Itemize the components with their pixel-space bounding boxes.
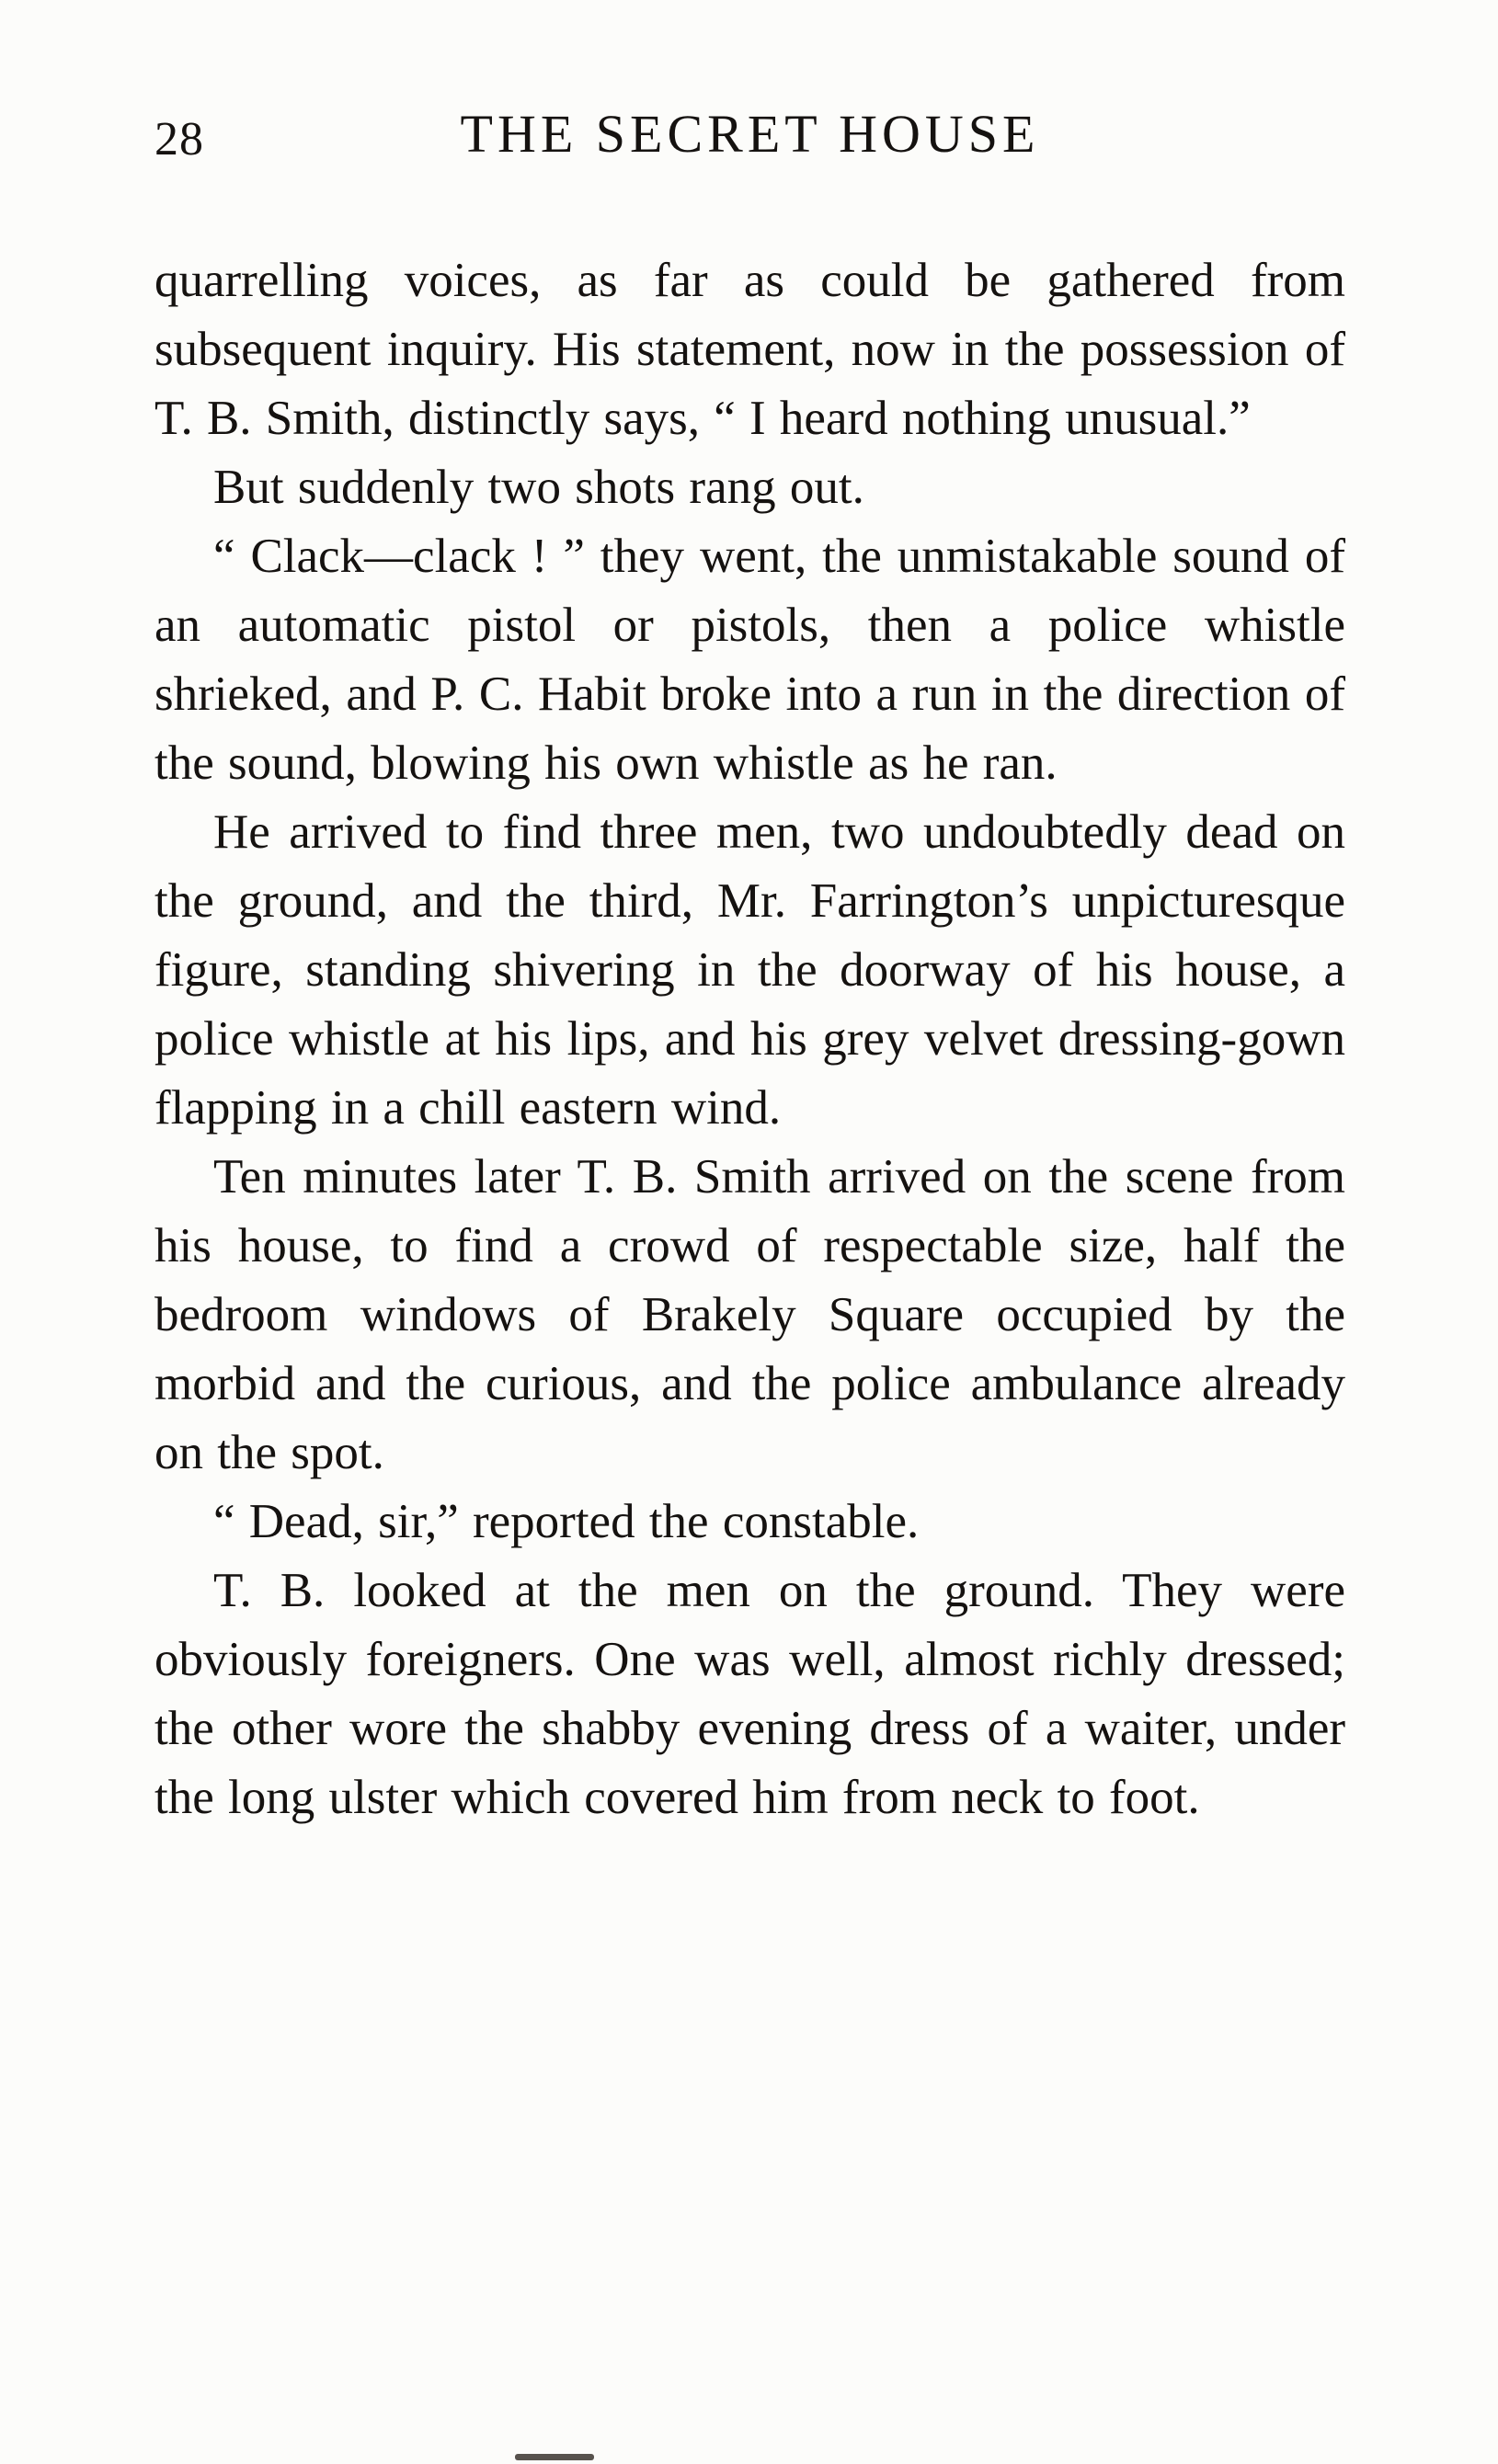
paragraph: Ten minutes later T. B. Smith arrived on the scene from his house, to find a crowd of respectable size, half the bedroom windows of Brakely Square occupied by the morbid and the curious, and the police ambulance already on the spot. [154,1150,1345,1479]
paragraph: T. B. looked at the men on the ground. They were obviously foreigners. One was well, almost richly dressed; the other wore the shabby evening dress of a waiter, under the long ulster which covered him from neck to foot. [154,1564,1345,1824]
paragraph: He arrived to find three men, two undoubtedly dead on the ground, and the third, Mr. Farrington’s unpicturesque figure, standing shivering in the doorway of his house, a police whistle at his lips, and his grey velvet dressing-gown flapping in a chill eastern wind. [154,805,1345,1135]
running-title: THE SECRET HOUSE [460,104,1040,164]
scan-artifact [515,2454,594,2460]
page-number: 28 [154,113,204,165]
paragraph: But suddenly two shots rang out. [213,461,864,514]
paragraph: “ Clack—clack ! ” they went, the unmistakable sound of an automatic pistol or pistols, then a police whistle shrieked, and P. C. Habit broke into a run in the direction of the sound, blowing his own whistle as he ran. [154,530,1345,790]
page-body [154,246,1345,1832]
paragraph: quarrelling voices, as far as could be gathered from subsequent inquiry. His statement, now in the possession of T. B. Smith, distinctly says, “ I heard nothing unusual.” [154,254,1345,445]
paragraph: “ Dead, sir,” reported the constable. [213,1495,920,1548]
page-header [154,103,1345,175]
